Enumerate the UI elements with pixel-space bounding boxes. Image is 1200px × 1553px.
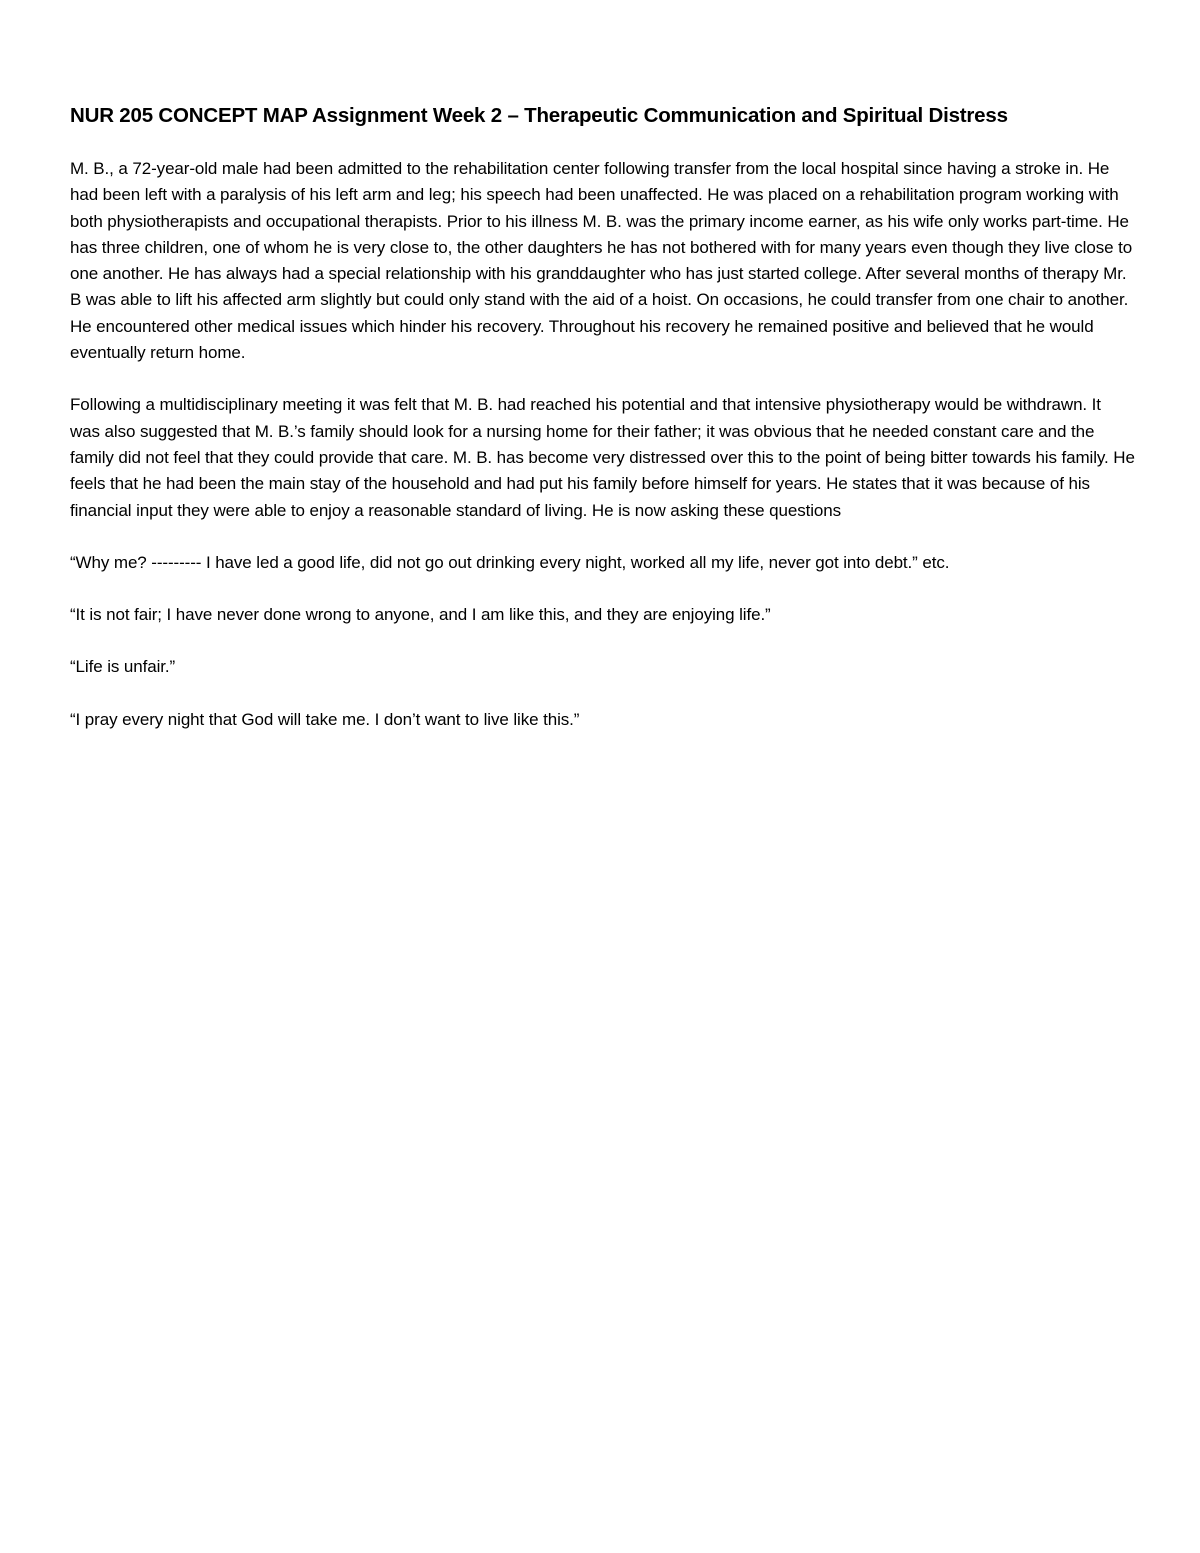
patient-quote: “Life is unfair.” [70, 657, 176, 677]
patient-quote: “I pray every night that God will take me. I don’t want to live like this.” [70, 709, 580, 729]
patient-quote: “Why me? --------- I have led a good life, did not go out drinking every night, worked all my life, never got into debt.” etc. [70, 552, 950, 572]
meeting-outcome-paragraph: Following a multidisciplinary meeting it was felt that M. B. had reached his potential and that intensive physiotherapy would be withdrawn. It was also suggested that M. B.’s family should look for a nursing home for their father; it was obvious that he needed constant care and the family did not feel that they could provide that care. M. B. has become very distressed over this to the point of being bitter towards his family. He feels that he had been the main stay of the household and had put his family before himself for years. He states that it was because of his financial input they were able to enjoy a reasonable standard of living. He is now asking these questions [70, 395, 1135, 520]
case-description-paragraph: M. B., a 72-year-old male had been admitted to the rehabilitation center following transfer from the local hospital since having a stroke in. He had been left with a paralysis of his left arm and leg; his speech had been unaffected. He was placed on a rehabilitation program working with both physiotherapists and occupational therapists. Prior to his illness M. B. was the primary income earner, as his wife only works part-time. He has three children, one of whom he is very close to, the other daughters he has not bothered with for many years even though they live close to one another. He has always had a special relationship with his granddaughter who has just started college. After several months of therapy Mr. B was able to lift his affected arm slightly but could only stand with the aid of a hoist. On occasions, he could transfer from one chair to another. He encountered other medical issues which hinder his recovery. Throughout his recovery he remained positive and believed that he would eventually return home. [70, 159, 1133, 363]
document-body [70, 100, 1135, 759]
patient-quote: “It is not fair; I have never done wrong to anyone, and I am like this, and they are enjoying life.” [70, 605, 771, 625]
document-title: NUR 205 CONCEPT MAP Assignment Week 2 – Therapeutic Communication and Spiritual Distress [70, 104, 1008, 127]
